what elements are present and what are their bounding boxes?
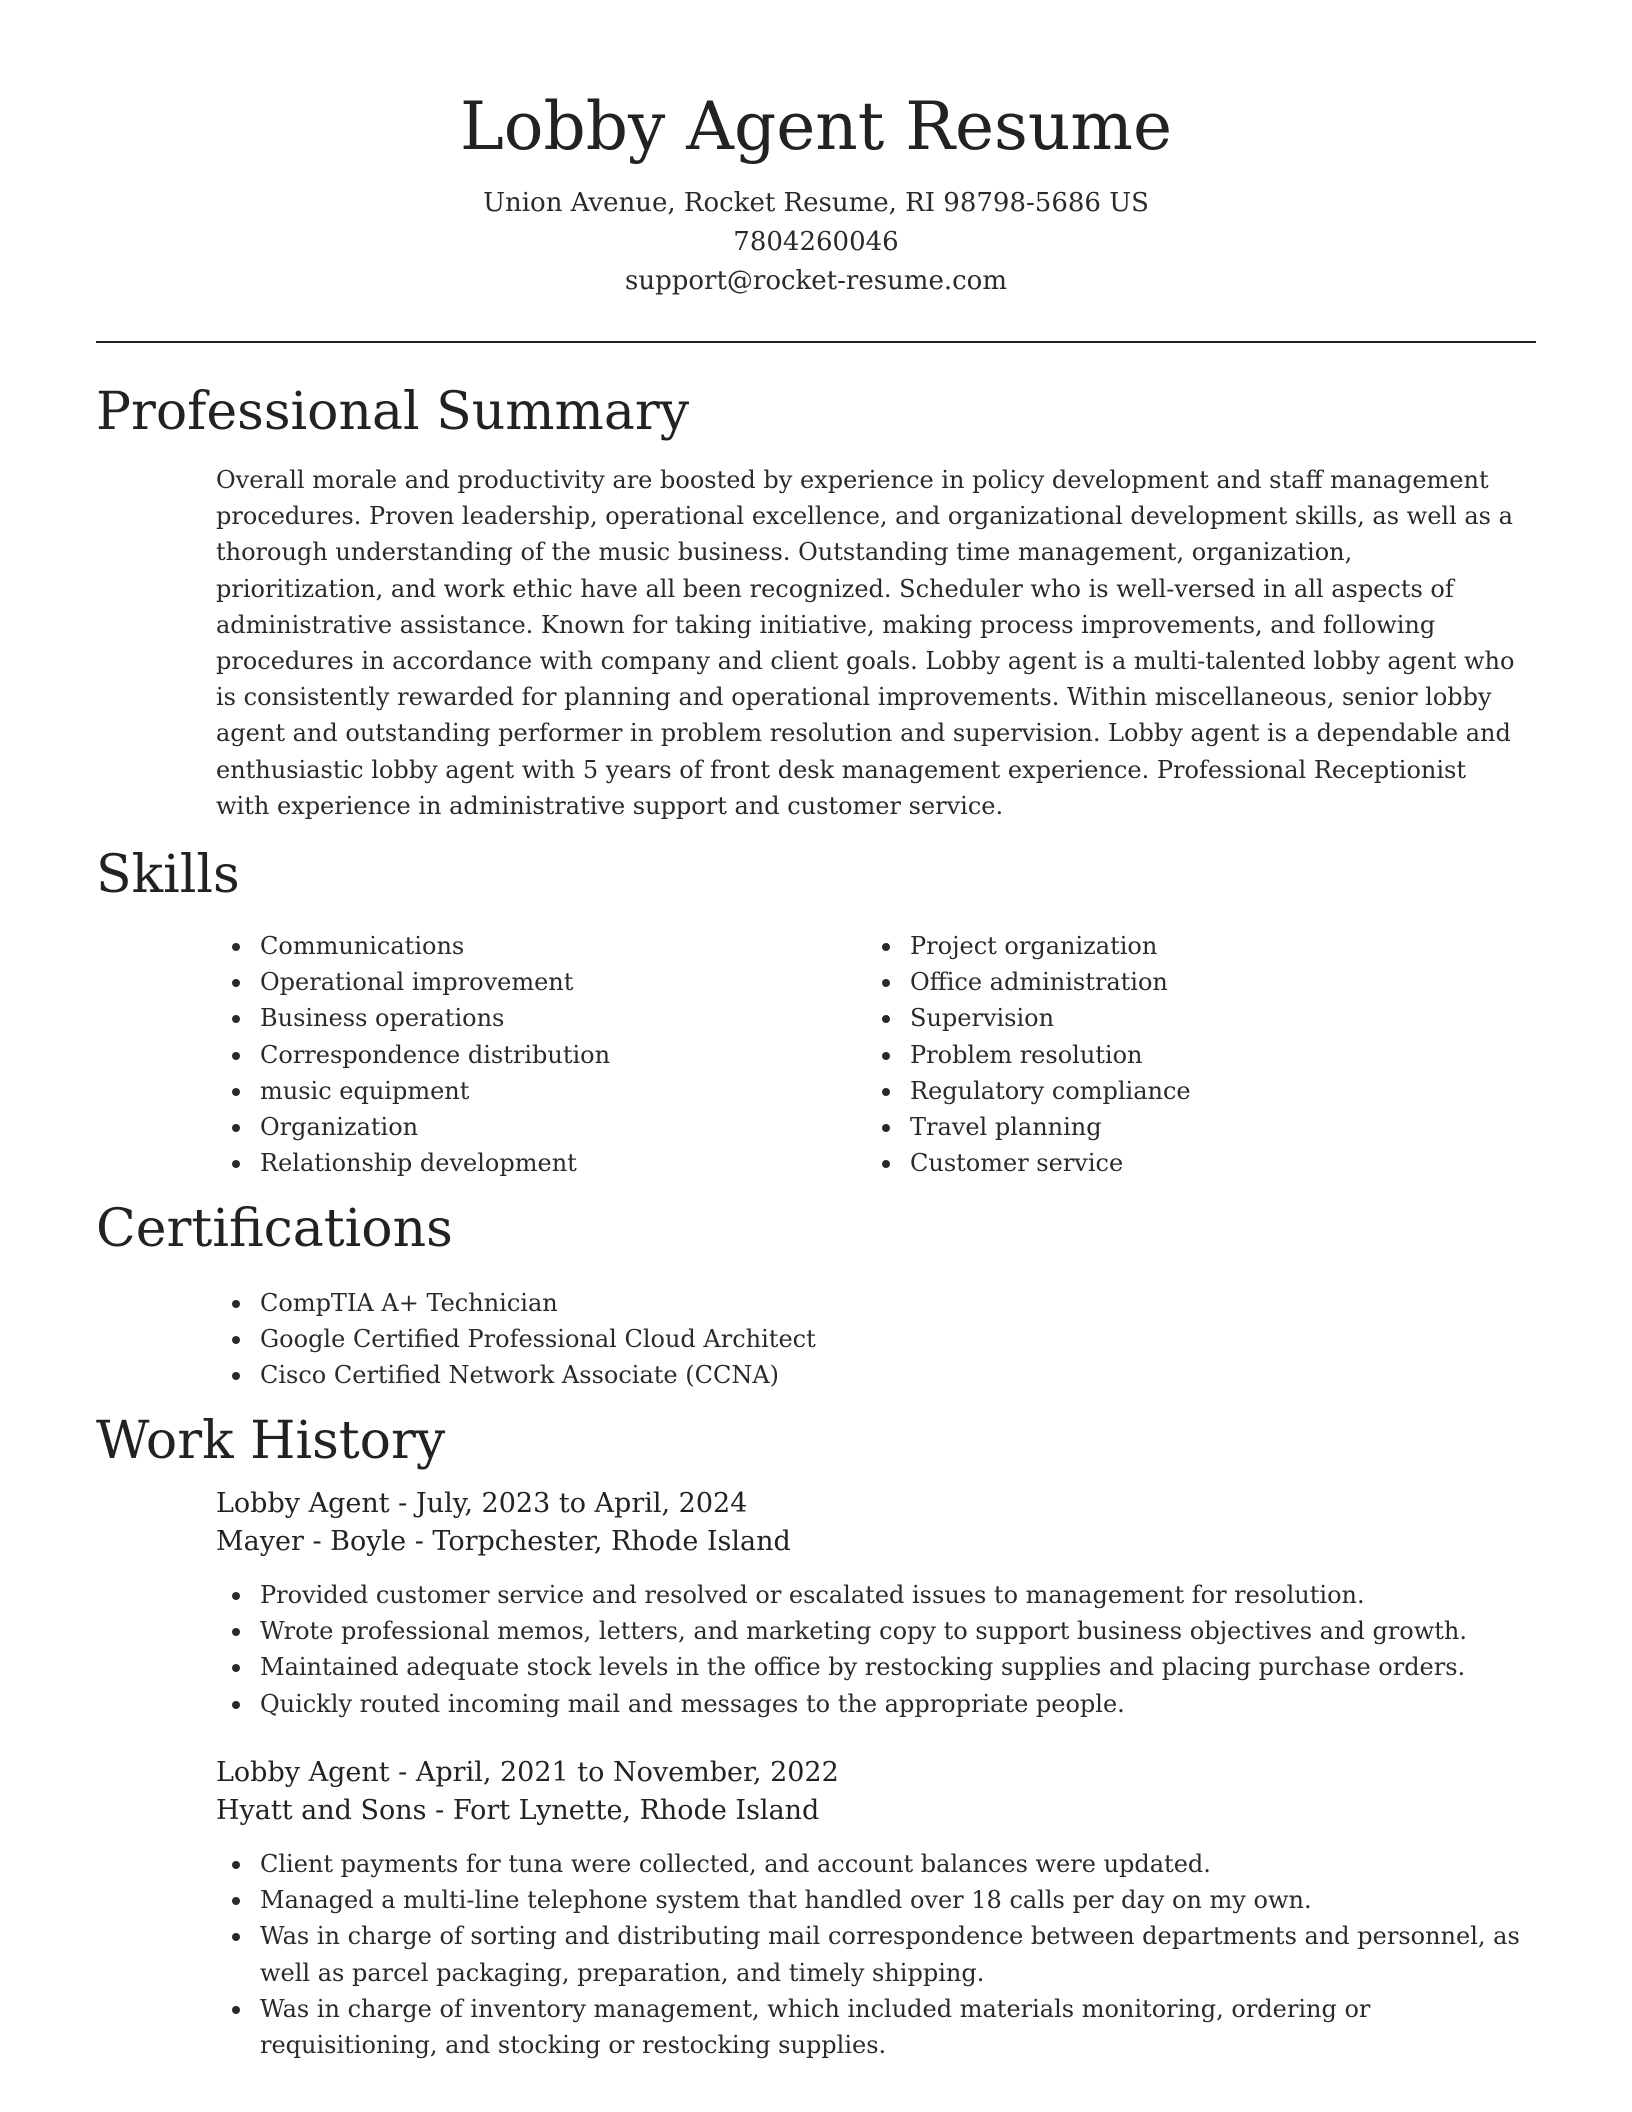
skill-item: Problem resolution [910, 1037, 1466, 1073]
certification-item: CompTIA A+ Technician [260, 1285, 1416, 1321]
skill-item: Supervision [910, 1000, 1466, 1036]
contact-block [0, 184, 1632, 301]
summary-heading: Professional Summary [96, 382, 690, 442]
certification-item: Google Certified Professional Cloud Architect [260, 1321, 1416, 1357]
work-history-heading: Work History [96, 1411, 446, 1471]
skills-list-left [216, 928, 816, 1181]
certifications-block [216, 1285, 1416, 1394]
skills-column-left [216, 928, 816, 1181]
job-duty-item: Was in charge of inventory management, which included materials monitoring, ordering or requisitioning, and stocking or restocking supplies. [260, 1991, 1536, 2063]
skill-item: Relationship development [260, 1145, 816, 1181]
certification-item: Cisco Certified Network Associate (CCNA) [260, 1357, 1416, 1393]
contact-address: Union Avenue, Rocket Resume, RI 98798-5686 US [483, 188, 1149, 218]
job-duty-item: Managed a multi-line telephone system that handled over 18 calls per day on my own. [260, 1882, 1536, 1918]
resume-header [0, 0, 1632, 301]
job-duties-list [216, 1577, 1536, 1722]
skills-column-right [866, 928, 1466, 1181]
certifications-heading: Certifications [96, 1199, 453, 1259]
certifications-list [216, 1285, 1416, 1394]
job-duty-item: Client payments for tuna were collected, and account balances were updated. [260, 1846, 1536, 1882]
skill-item: Customer service [910, 1145, 1466, 1181]
resume-title: Lobby Agent Resume [459, 88, 1173, 165]
summary-text: Overall morale and productivity are boosted by experience in policy development and staff management procedures. Proven leadership, operational excellence, and organizational development skills, as well as a thorough understanding of the music business. Outstanding time management, organization, prioritization, and work ethic have all been recognized. Scheduler who is well-versed in all aspects of administrative assistance. Known for taking initiative, making process improvements, and following procedures in accordance with company and client goals. Lobby agent is a multi-talented lobby agent who is consistently rewarded for planning and operational improvements. Within miscellaneous, senior lobby agent and outstanding performer in problem resolution and supervision. Lobby agent is a dependable and enthusiastic lobby agent with 5 years of front desk management experience. Professional Receptionist with experience in administrative support and customer service. [216, 466, 1515, 820]
skills-heading: Skills [96, 845, 240, 905]
job-duty-item: Quickly routed incoming mail and messages to the appropriate people. [260, 1686, 1536, 1722]
header-divider [96, 341, 1536, 343]
skills-list-right [866, 928, 1466, 1181]
skill-item: Office administration [910, 964, 1466, 1000]
skill-item: music equipment [260, 1073, 816, 1109]
skill-item: Organization [260, 1109, 816, 1145]
skill-item: Correspondence distribution [260, 1037, 816, 1073]
job-duty-item: Maintained adequate stock levels in the office by restocking supplies and placing purchase orders. [260, 1649, 1536, 1685]
job-title: Lobby Agent - July, 2023 to April, 2024 [216, 1488, 748, 1519]
skill-item: Business operations [260, 1000, 816, 1036]
skill-item: Regulatory compliance [910, 1073, 1466, 1109]
job-company: Mayer - Boyle - Torpchester, Rhode Island [216, 1526, 791, 1557]
job-duty-item: Was in charge of sorting and distributing mail correspondence between departments and personnel, as well as parcel packaging, preparation, and timely shipping. [260, 1918, 1536, 1990]
job-entry [216, 1754, 1536, 2063]
skill-item: Operational improvement [260, 964, 816, 1000]
contact-email: support@rocket-resume.com [624, 266, 1007, 296]
skill-item: Travel planning [910, 1109, 1466, 1145]
skill-item: Communications [260, 928, 816, 964]
job-duties-list [216, 1846, 1536, 2063]
job-entry [216, 1485, 1536, 1722]
job-duty-item: Wrote professional memos, letters, and marketing copy to support business objectives and growth. [260, 1613, 1536, 1649]
contact-phone: 7804260046 [733, 227, 899, 257]
job-company: Hyatt and Sons - Fort Lynette, Rhode Island [216, 1795, 820, 1826]
job-title: Lobby Agent - April, 2021 to November, 2022 [216, 1757, 839, 1788]
skill-item: Project organization [910, 928, 1466, 964]
job-duty-item: Provided customer service and resolved or escalated issues to management for resolution. [260, 1577, 1536, 1613]
